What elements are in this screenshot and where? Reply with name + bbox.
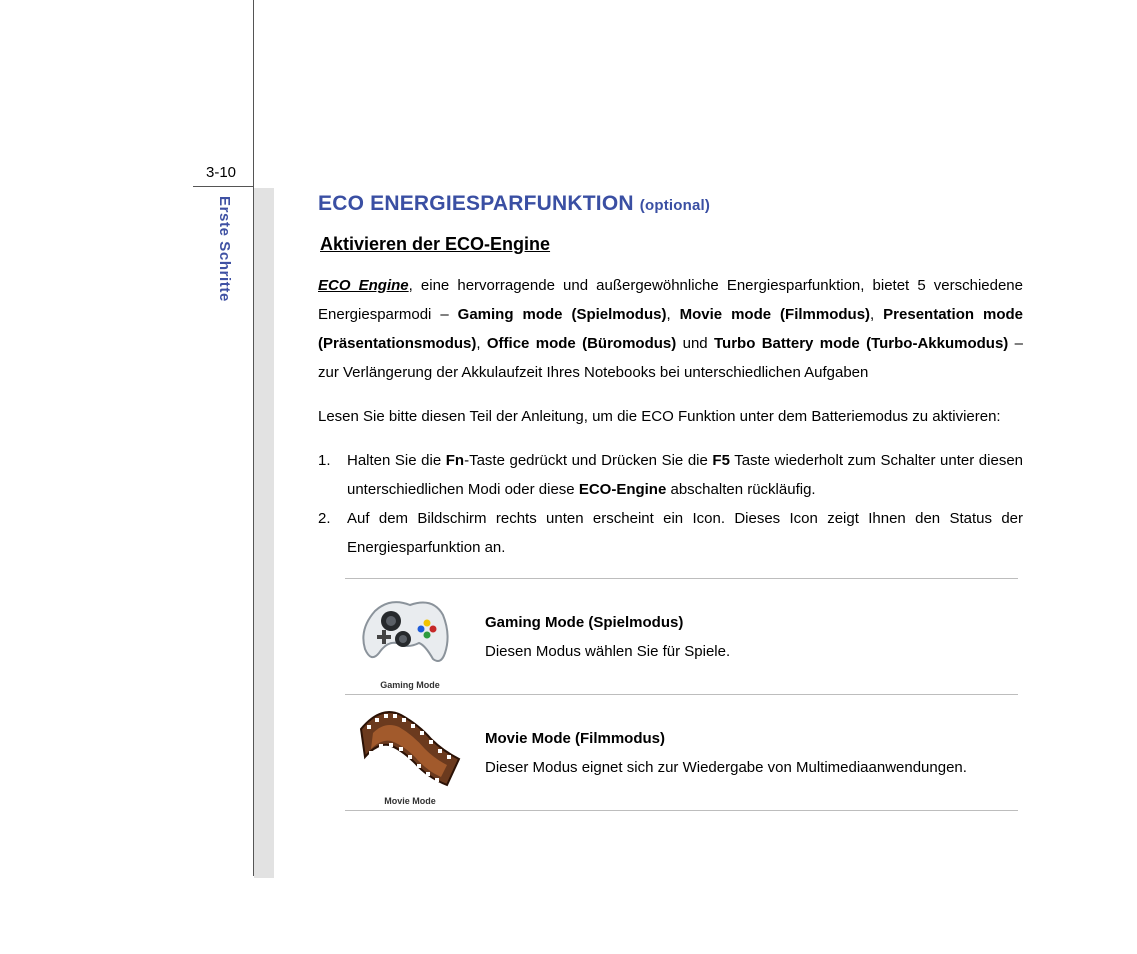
title-optional: (optional) [639, 197, 711, 214]
mode-title: Gaming Mode (Spielmodus) [485, 613, 684, 631]
mode-gaming-term: Gaming mode (Spielmodus) [457, 306, 667, 323]
step-text: abschalten rückläufig. [666, 481, 816, 498]
film-strip-icon [345, 695, 475, 810]
eco-engine-term: ECO Engine [318, 277, 409, 294]
list-item [318, 504, 1023, 562]
step-number: 2. [318, 510, 331, 527]
mode-description [485, 608, 730, 666]
mode-presentation-term: Presentation mode (Präsentationsmodus) [318, 306, 1023, 352]
mode-desc: Dieser Modus eignet sich zur Wiedergabe von Multimediaanwendungen. [485, 758, 967, 776]
table-row [345, 579, 1018, 695]
step-text: -Taste gedrückt und Drücken Sie die [464, 452, 713, 469]
intro-sep: , [870, 306, 884, 323]
key-fn: Fn [445, 452, 465, 469]
step-number: 1. [318, 452, 331, 469]
page-title [318, 192, 1023, 216]
title-main: ECO ENERGIESPARFUNKTION [318, 192, 634, 215]
step-text: Halten Sie die [347, 452, 446, 469]
section-label: Erste Schritte [216, 196, 233, 302]
page-number: 3-10 [206, 164, 237, 181]
icon-caption: Movie Mode [384, 796, 436, 806]
modes-table [345, 578, 1018, 811]
section-sidebar-bar [254, 188, 274, 878]
intro-sep: , [666, 306, 680, 323]
page-number-rule [193, 186, 254, 187]
mode-turbo-term: Turbo Battery mode (Turbo-Akkumodus) [713, 335, 1009, 352]
mode-office-term: Office mode (Büromodus) [486, 335, 677, 352]
mode-description [485, 724, 967, 782]
instruction-paragraph: Lesen Sie bitte diesen Teil der Anleitung, um die ECO Funktion unter dem Batteriemodus zu aktivieren: [318, 408, 1001, 425]
intro-paragraph [318, 271, 1023, 387]
gamepad-icon [345, 579, 475, 694]
mode-title: Movie Mode (Filmmodus) [485, 729, 665, 747]
intro-text: , eine hervorragende und außergewöhnliche Energiesparfunktion, bietet 5 verschiedene Energiesparmodi – [318, 277, 1023, 323]
steps-list [318, 446, 1023, 562]
intro-sep: und [676, 335, 714, 352]
table-row [345, 695, 1018, 811]
key-f5: F5 [712, 452, 730, 469]
intro-text: – zur Verlängerung der Akkulaufzeit Ihres Notebooks bei unterschiedlichen Aufgaben [318, 335, 1023, 381]
step-text: Taste wiederholt zum Schalter unter diesen unterschiedlichen Modi oder diese [347, 452, 1023, 498]
page-content [318, 192, 1023, 811]
subtitle: Aktivieren der ECO-Engine [320, 234, 551, 254]
icon-caption: Gaming Mode [380, 680, 440, 690]
intro-sep: , [476, 335, 487, 352]
list-item [318, 446, 1023, 504]
step-text: Auf dem Bildschirm rechts unten erscheint ein Icon. Dieses Icon zeigt Ihnen den Status der Energiesparfunktion an. [347, 510, 1023, 556]
eco-engine-term: ECO-Engine [578, 481, 667, 498]
mode-movie-term: Movie mode (Filmmodus) [679, 306, 871, 323]
mode-desc: Diesen Modus wählen Sie für Spiele. [485, 642, 731, 660]
